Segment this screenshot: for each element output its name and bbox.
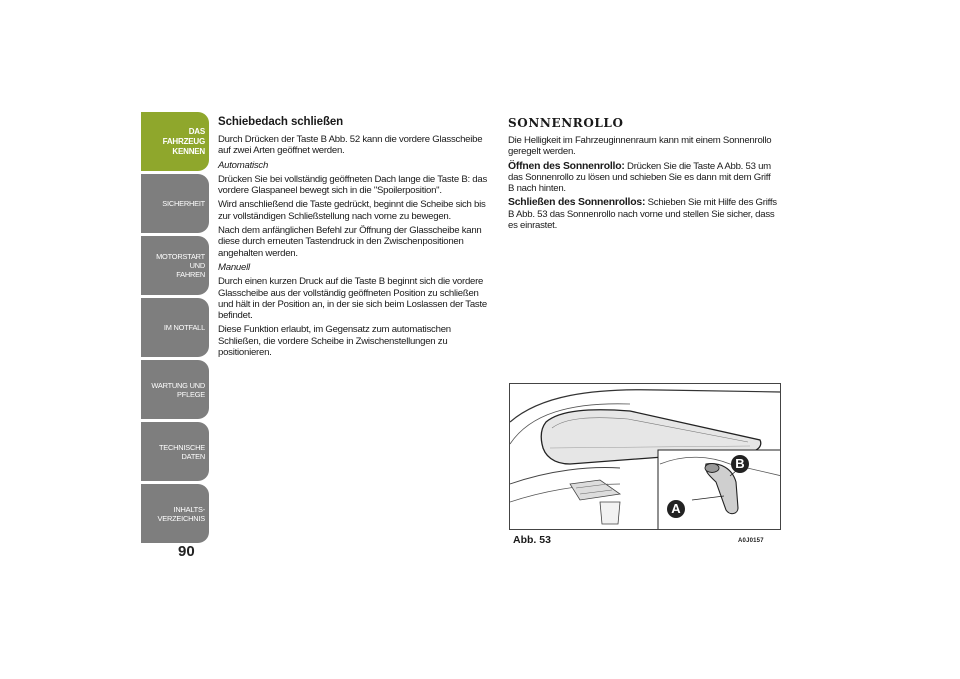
- marker-b-label: B: [735, 456, 745, 471]
- tab-label: WARTUNG UND: [151, 380, 205, 390]
- paragraph: Durch Drücken der Taste B Abb. 52 kann die vordere Glasscheibe auf zwei Arten geöffnet werden.: [218, 134, 483, 157]
- marker-a-label: A: [671, 501, 681, 516]
- paragraph: Nach dem anfänglichen Befehl zur Öffnung der Glasscheibe kann diese durch erneuten Tastendruck in den Zwischenpositionen angehalten werden.: [218, 225, 482, 259]
- paragraph: Wird anschließend die Taste gedrückt, beginnt die Scheibe sich bis zur vollständigen Schließstellung nach vorne zu bewegen.: [218, 199, 486, 222]
- open-text: Drücken Sie die Taste A Abb. 53 um das Sonnenrollo zu lösen und schieben Sie es dann mit dem Griff B nach hinten.: [508, 160, 771, 195]
- tab-inhaltsverzeichnis[interactable]: [141, 484, 209, 543]
- figure-sunroof-blind: [509, 383, 781, 530]
- paragraph: Durch einen kurzen Druck auf die Taste B beginnt sich die vordere Glasscheibe aus der vollständig geöffneten Position zu schließen und hält in der Position an, in der sie sich beim Loslassen der Taste befindet.: [218, 276, 487, 322]
- right-column: [508, 116, 778, 234]
- marker-a: [667, 500, 685, 518]
- left-column: [218, 116, 494, 361]
- tab-im-notfall[interactable]: [141, 298, 209, 357]
- open-label: Öffnen des Sonnenrollo:: [508, 160, 625, 172]
- figure-code: A0J0157: [738, 538, 764, 544]
- tab-label: DAS FAHRZEUG: [162, 126, 205, 146]
- tab-label: TECHNISCHE DATEN: [158, 442, 205, 461]
- section-title: SONNENROLLO: [508, 116, 624, 130]
- tab-sicherheit[interactable]: [141, 174, 209, 233]
- close-text: Schieben Sie mit Hilfe des Griffs B Abb. 53 das Sonnenrollo nach vorne und stellen Sie sicher, dass es einrastet.: [508, 197, 777, 232]
- tab-label: FAHREN: [176, 270, 205, 279]
- tab-label: KENNEN: [172, 146, 205, 156]
- page-number: 90: [178, 543, 195, 560]
- tab-label: SICHERHEIT: [162, 199, 205, 208]
- chapter-tabs: [141, 112, 209, 546]
- figure-caption: Abb. 53: [513, 534, 551, 546]
- subheading-manual: Manuell: [218, 261, 250, 273]
- tab-wartung-und-pflege[interactable]: [141, 360, 209, 419]
- tab-label: INHALTS-: [173, 504, 205, 514]
- paragraph: Drücken Sie bei vollständig geöffneten Dach lange die Taste B: das vordere Glaspaneel bewegt sich in die "Spoilerposition".: [218, 173, 488, 197]
- subheading-automatic: Automatisch: [218, 159, 269, 171]
- paragraph: Diese Funktion erlaubt, im Gegensatz zum automatischen Schließen, die vordere Scheibe in Zwischenstellungen zu positionieren.: [218, 324, 451, 359]
- tab-label: IM NOTFALL: [163, 323, 205, 332]
- tab-motorstart-und-fahren[interactable]: [141, 236, 209, 295]
- close-label: Schließen des Sonnenrollos:: [508, 197, 646, 209]
- section-heading: Schiebedach schließen: [218, 116, 344, 128]
- paragraph: Die Helligkeit im Fahrzeuginnenraum kann mit einem Sonnenrollo geregelt werden.: [508, 135, 772, 158]
- tab-label: MOTORSTART UND: [156, 252, 205, 270]
- marker-b: [731, 455, 749, 473]
- tab-label: PFLEGE: [177, 389, 205, 399]
- paragraph-open: [508, 161, 778, 195]
- tab-technische-daten[interactable]: [141, 422, 209, 481]
- paragraph-close: [508, 197, 778, 231]
- tab-das-fahrzeug-kennen[interactable]: [141, 112, 209, 171]
- tab-label: VERZEICHNIS: [157, 513, 205, 523]
